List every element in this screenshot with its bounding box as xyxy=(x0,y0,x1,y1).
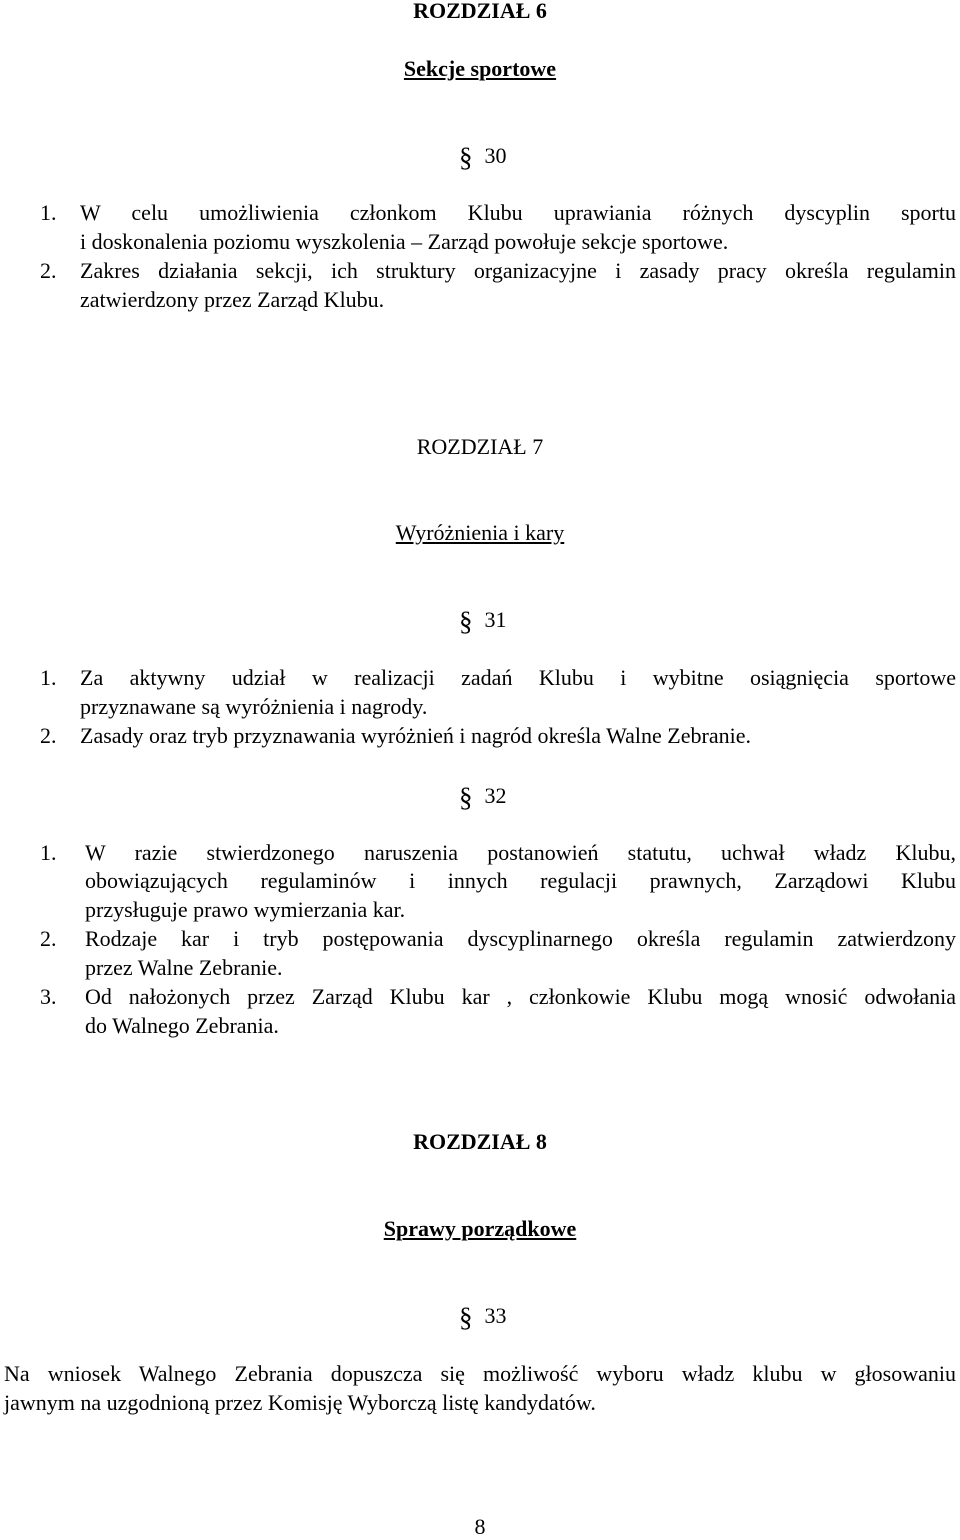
chapter-8-title: Sprawy porządkowe xyxy=(383,1216,577,1241)
list-item-text: przysługuje prawo wymierzania kar. xyxy=(85,897,406,922)
section-number: 33 xyxy=(484,1303,507,1328)
list-item-text: do Walnego Zebrania. xyxy=(85,1013,279,1038)
list-item-text: W celu umożliwienia członkom Klubu uprawiania różnych dyscyplin sportu xyxy=(80,200,956,225)
list-item-number: 2. xyxy=(40,258,57,283)
list-item-number: 1. xyxy=(40,665,57,690)
list-item-text: Zakres działania sekcji, ich struktury organizacyjne i zasady pracy określa regulamin xyxy=(80,258,956,283)
list-item-text: i doskonalenia poziomu wyszkolenia – Zarząd powołuje sekcje sportowe. xyxy=(80,229,729,254)
list-item-number: 1. xyxy=(40,840,57,865)
list-item-text: Rodzaje kar i tryb postępowania dyscyplinarnego określa regulamin zatwierdzony xyxy=(85,926,956,951)
list-item-number: 1. xyxy=(40,200,57,225)
section-number: 32 xyxy=(484,783,507,808)
list-item-text: Od nałożonych przez Zarząd Klubu kar , członkowie Klubu mogą wnosić odwołania xyxy=(85,984,956,1009)
list-item-text: przez Walne Zebranie. xyxy=(85,955,283,980)
section-30-heading xyxy=(459,142,507,173)
list-item-text: zatwierdzony przez Zarząd Klubu. xyxy=(80,287,385,312)
section-number: 30 xyxy=(484,143,507,168)
list-item-text: przyznawane są wyróżnienia i nagrody. xyxy=(80,694,428,719)
chapter-7-heading: ROZDZIAŁ 7 xyxy=(416,434,544,459)
list-item-number: 2. xyxy=(40,723,57,748)
chapter-6-title: Sekcje sportowe xyxy=(403,56,557,81)
section-31-heading xyxy=(459,606,507,637)
list-item-number: 2. xyxy=(40,926,57,951)
list-item-text: Za aktywny udział w realizacji zadań Klubu i wybitne osiągnięcia sportowe xyxy=(80,665,956,690)
section-number: 31 xyxy=(484,607,507,632)
chapter-6-heading: ROZDZIAŁ 6 xyxy=(413,0,547,23)
list-item-text: obowiązujących regulaminów i innych regulacji prawnych, Zarządowi Klubu xyxy=(85,868,956,893)
list-item-text: Zasady oraz tryb przyznawania wyróżnień i nagród określa Walne Zebranie. xyxy=(80,723,751,748)
paragraph-text: jawnym na uzgodnioną przez Komisję Wyborczą listę kandydatów. xyxy=(4,1390,596,1415)
section-32-heading xyxy=(459,782,507,813)
chapter-7-title: Wyróżnienia i kary xyxy=(395,520,565,545)
section-sign: § xyxy=(459,606,473,636)
page-number: 8 xyxy=(474,1514,486,1539)
list-item-text: W razie stwierdzonego naruszenia postanowień statutu, uchwał władz Klubu, xyxy=(85,840,956,865)
paragraph-text: Na wniosek Walnego Zebrania dopuszcza się możliwość wyboru władz klubu w głosowaniu xyxy=(4,1361,956,1386)
section-33-heading xyxy=(459,1302,507,1333)
section-sign: § xyxy=(459,142,473,172)
section-sign: § xyxy=(459,782,473,812)
chapter-8-heading: ROZDZIAŁ 8 xyxy=(413,1129,547,1154)
list-item-number: 3. xyxy=(40,984,57,1009)
section-sign: § xyxy=(459,1302,473,1332)
